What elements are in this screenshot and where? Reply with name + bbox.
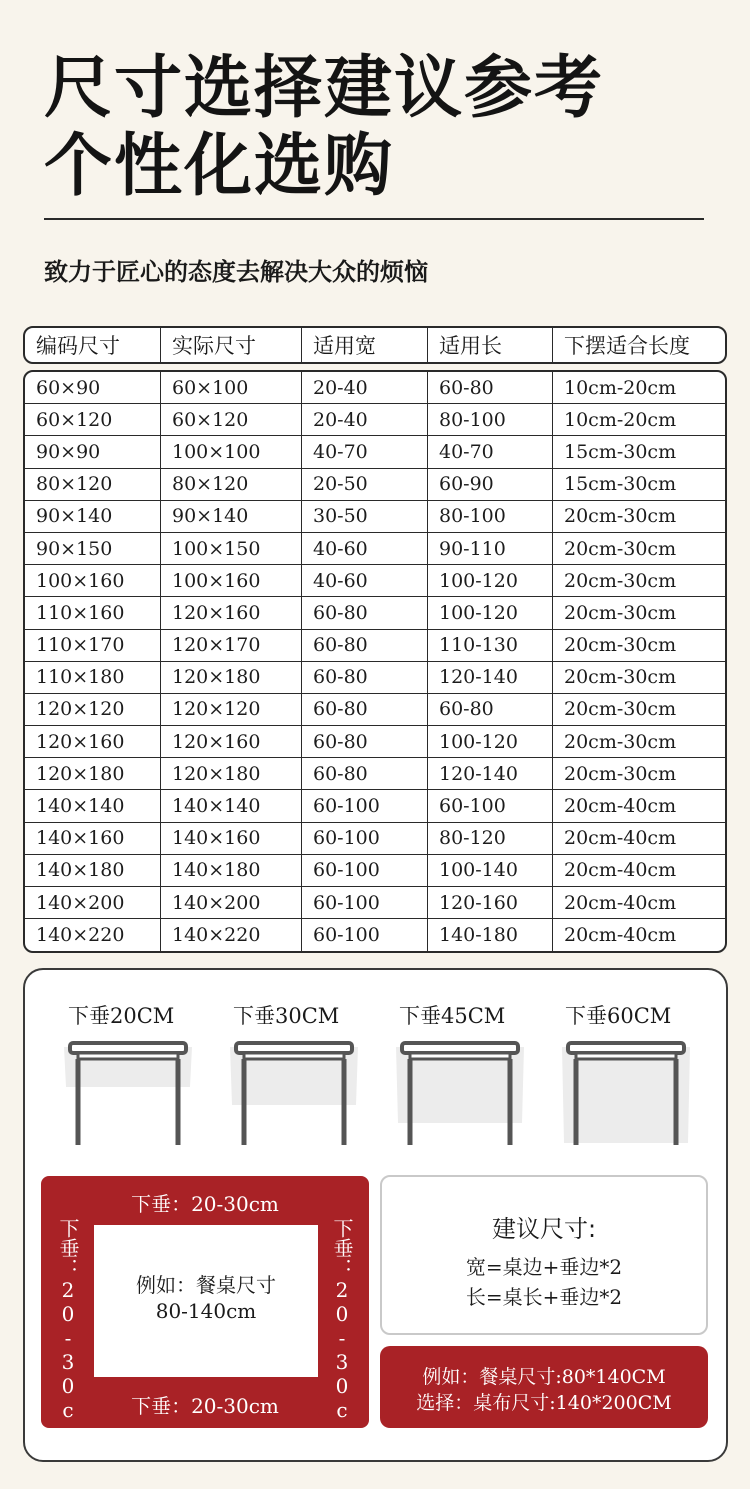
table-cell: 120-140 xyxy=(428,662,553,693)
table-cell: 60-90 xyxy=(428,469,553,500)
table-cell: 60-80 xyxy=(302,630,428,661)
title-divider xyxy=(44,218,704,220)
table-cell: 100-120 xyxy=(428,565,553,596)
page-title xyxy=(44,50,604,206)
table-with-cloth-icon xyxy=(228,1035,360,1149)
table-cell: 100×100 xyxy=(161,436,302,467)
table-cell: 120×160 xyxy=(161,597,302,628)
example-cloth-size: 选择：桌布尺寸:140*200CM xyxy=(416,1392,672,1414)
table-cell: 120×180 xyxy=(161,662,302,693)
table-cell: 80×120 xyxy=(25,469,161,500)
table-cell: 110-130 xyxy=(428,630,553,661)
table-cell: 140×220 xyxy=(25,919,161,951)
table-cell: 20cm-30cm xyxy=(564,666,677,689)
table-cell: 60-80 xyxy=(302,662,428,693)
table-cell: 140×140 xyxy=(161,790,302,821)
table-cell: 15cm-30cm xyxy=(564,473,677,496)
table-cell: 20cm-30cm xyxy=(564,569,677,592)
column-header: 实际尺寸 xyxy=(161,328,302,362)
table-cell: 110×160 xyxy=(25,597,161,628)
table-cell: 20cm-40cm xyxy=(564,891,677,914)
width-formula: 宽=桌边+垂边*2 xyxy=(465,1255,623,1279)
table-cell: 60×120 xyxy=(161,404,302,435)
table-cell: 140×160 xyxy=(25,823,161,854)
table-cell: 110×180 xyxy=(25,662,161,693)
table-cell: 60-100 xyxy=(302,887,428,918)
table-cell: 20-40 xyxy=(302,404,428,435)
table-cell: 15cm-30cm xyxy=(564,440,677,463)
tabletop-area xyxy=(94,1225,318,1377)
table-cell: 40-60 xyxy=(302,533,428,564)
table-cell: 60-100 xyxy=(302,823,428,854)
table-cell: 20cm-40cm xyxy=(564,859,677,882)
table-cell: 100×160 xyxy=(161,565,302,596)
table-cell: 60×90 xyxy=(25,372,161,403)
table-cell: 100×160 xyxy=(25,565,161,596)
drop-bottom-label: 下垂：20-30cm xyxy=(131,1394,279,1418)
table-cell: 120×160 xyxy=(161,726,302,757)
table-cell: 100-120 xyxy=(428,597,553,628)
table-cell: 60-100 xyxy=(302,919,428,951)
table-row xyxy=(25,823,725,855)
size-advice-box xyxy=(380,1175,708,1335)
table-cell: 120×170 xyxy=(161,630,302,661)
table-cell: 90×140 xyxy=(161,501,302,532)
table-cell: 120×180 xyxy=(25,758,161,789)
length-formula: 长=桌长+垂边*2 xyxy=(465,1285,623,1309)
table-row xyxy=(25,919,725,951)
column-header: 适用宽 xyxy=(302,328,428,362)
drop-left-label: 下垂：20-30cm xyxy=(56,1218,80,1446)
table-cell: 120-140 xyxy=(428,758,553,789)
table-cell: 20cm-30cm xyxy=(564,634,677,657)
table-cell: 30-50 xyxy=(302,501,428,532)
table-cell: 20cm-30cm xyxy=(564,762,677,785)
table-cell: 140×200 xyxy=(161,887,302,918)
table-cell: 100×150 xyxy=(161,533,302,564)
table-cell: 80-100 xyxy=(428,501,553,532)
table-cell: 20cm-30cm xyxy=(564,505,677,528)
table-cell: 100-120 xyxy=(428,726,553,757)
table-cell: 110×170 xyxy=(25,630,161,661)
table-cell: 60×120 xyxy=(25,404,161,435)
size-table-header xyxy=(23,326,727,364)
table-with-cloth-icon xyxy=(62,1035,194,1149)
table-cell: 60-80 xyxy=(302,726,428,757)
table-row xyxy=(25,790,725,822)
table-row xyxy=(25,501,725,533)
column-header: 编码尺寸 xyxy=(25,328,161,362)
table-cell: 60×100 xyxy=(161,372,302,403)
table-row xyxy=(25,469,725,501)
table-with-cloth-icon xyxy=(394,1035,526,1149)
table-cell: 60-80 xyxy=(302,694,428,725)
table-cell: 60-80 xyxy=(302,597,428,628)
drop-example-diagram xyxy=(41,1176,369,1446)
table-row xyxy=(25,565,725,597)
table-cell: 80×120 xyxy=(161,469,302,500)
table-row xyxy=(25,533,725,565)
table-cell: 60-80 xyxy=(428,694,553,725)
table-with-cloth-icon xyxy=(560,1035,692,1149)
table-cell: 80-120 xyxy=(428,823,553,854)
table-cell: 20cm-40cm xyxy=(564,827,677,850)
table-row xyxy=(25,404,725,436)
table-cell: 140×140 xyxy=(25,790,161,821)
column-header: 适用长 xyxy=(428,328,553,362)
table-cell: 60-100 xyxy=(302,855,428,886)
table-cell: 40-60 xyxy=(302,565,428,596)
table-cell: 20cm-30cm xyxy=(564,601,677,624)
drop-label-20: 下垂20CM xyxy=(68,1004,175,1028)
table-cell: 100-140 xyxy=(428,855,553,886)
table-cell: 140×220 xyxy=(161,919,302,951)
table-cell: 90×90 xyxy=(25,436,161,467)
table-cell: 20-40 xyxy=(302,372,428,403)
table-cell: 20cm-30cm xyxy=(564,698,677,721)
table-row xyxy=(25,758,725,790)
table-cell: 40-70 xyxy=(428,436,553,467)
table-cell: 60-80 xyxy=(428,372,553,403)
table-cell: 10cm-20cm xyxy=(564,376,677,399)
table-cell: 120×180 xyxy=(161,758,302,789)
table-cell: 140-180 xyxy=(428,919,553,951)
example-table-size: 例如：餐桌尺寸:80*140CM xyxy=(422,1366,666,1388)
table-cell: 120×120 xyxy=(161,694,302,725)
table-cell: 120×160 xyxy=(25,726,161,757)
table-cell: 60-100 xyxy=(428,790,553,821)
table-row xyxy=(25,436,725,468)
title-line-2: 个性化选购 xyxy=(44,127,395,206)
table-cell: 90×150 xyxy=(25,533,161,564)
table-row xyxy=(25,726,725,758)
drop-label-30: 下垂30CM xyxy=(233,1004,340,1028)
table-cell: 140×200 xyxy=(25,887,161,918)
table-cell: 20cm-40cm xyxy=(564,924,677,947)
table-row xyxy=(25,630,725,662)
table-cell: 80-100 xyxy=(428,404,553,435)
example-table-size-label: 例如：餐桌尺寸 xyxy=(136,1273,276,1297)
advice-title: 建议尺寸: xyxy=(491,1215,597,1243)
table-cell: 10cm-20cm xyxy=(564,408,677,431)
table-cell: 140×160 xyxy=(161,823,302,854)
drop-label-60: 下垂60CM xyxy=(565,1004,672,1028)
table-cell: 20cm-30cm xyxy=(564,730,677,753)
table-row xyxy=(25,597,725,629)
drop-right-label: 下垂：20-30cm xyxy=(330,1218,354,1446)
size-table-body xyxy=(23,370,727,953)
example-note xyxy=(380,1346,708,1428)
table-row xyxy=(25,372,725,404)
table-cell: 20-50 xyxy=(302,469,428,500)
table-cell: 120×120 xyxy=(25,694,161,725)
table-cell: 90-110 xyxy=(428,533,553,564)
table-cell: 40-70 xyxy=(302,436,428,467)
table-cell: 140×180 xyxy=(161,855,302,886)
table-cell: 90×140 xyxy=(25,501,161,532)
example-table-size-value: 80-140cm xyxy=(155,1299,257,1323)
table-row xyxy=(25,662,725,694)
table-cell: 120-160 xyxy=(428,887,553,918)
drop-label-45: 下垂45CM xyxy=(399,1004,506,1028)
subtitle: 致力于匠心的态度去解决大众的烦恼 xyxy=(44,258,428,286)
table-row xyxy=(25,887,725,919)
table-cell: 60-100 xyxy=(302,790,428,821)
title-line-1: 尺寸选择建议参考 xyxy=(44,49,605,128)
table-cell: 60-80 xyxy=(302,758,428,789)
table-row xyxy=(25,855,725,887)
table-row xyxy=(25,694,725,726)
column-header: 下摆适合长度 xyxy=(564,334,690,358)
drop-top-label: 下垂：20-30cm xyxy=(131,1192,279,1216)
table-cell: 20cm-40cm xyxy=(564,795,677,818)
table-cell: 20cm-30cm xyxy=(564,537,677,560)
table-cell: 140×180 xyxy=(25,855,161,886)
